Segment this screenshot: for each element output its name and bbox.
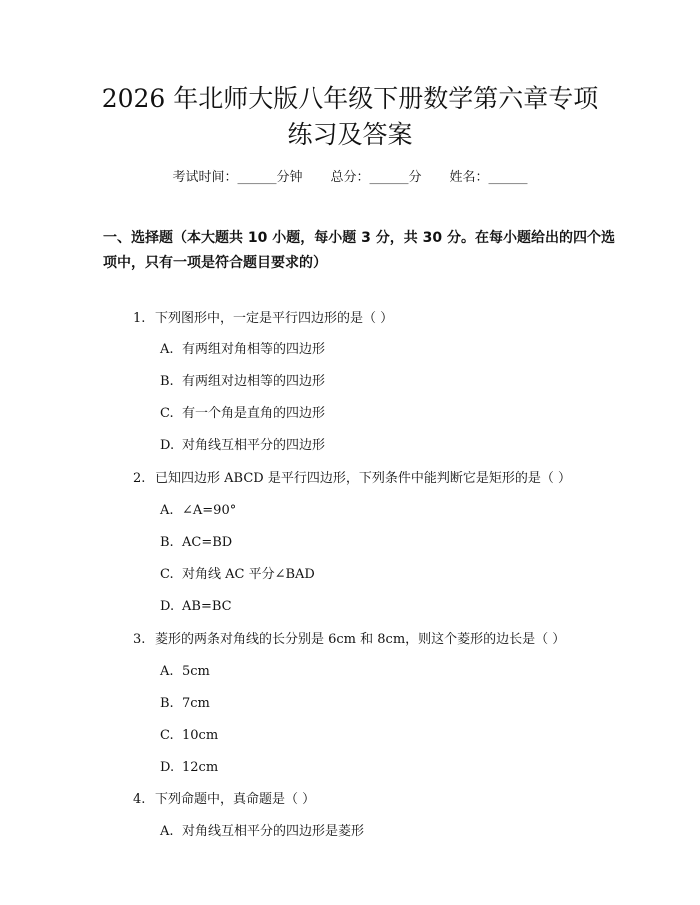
- question-number: 2.: [133, 471, 146, 486]
- question-2-option-c: [160, 565, 315, 585]
- option-key: C.: [160, 406, 174, 421]
- question-1-option-d: [160, 436, 325, 456]
- question-3-option-c: [160, 726, 218, 746]
- question-text: 已知四边形 ABCD 是平行四边形，下列条件中能判断它是矩形的是（ ）: [155, 471, 571, 486]
- option-text: 有两组对角相等的四边形: [182, 342, 326, 357]
- document-title-line1: 2026 年北师大版八年级下册数学第六章专项: [101, 84, 599, 113]
- option-key: D.: [160, 438, 175, 453]
- option-key: C.: [160, 567, 174, 582]
- option-key: C.: [160, 728, 174, 743]
- question-number: 3.: [133, 632, 146, 647]
- option-key: B.: [160, 535, 174, 550]
- option-key: A.: [160, 503, 174, 518]
- student-name-field: 姓名：______: [449, 170, 528, 185]
- option-key: B.: [160, 696, 174, 711]
- total-score-field: 总分：______分: [330, 170, 422, 185]
- option-text: 对角线互相平分的四边形是菱形: [182, 824, 365, 839]
- question-2-option-a: [160, 501, 236, 521]
- question-number: 4.: [133, 792, 146, 807]
- option-text: 有两组对边相等的四边形: [182, 374, 326, 389]
- option-key: D.: [160, 760, 175, 775]
- question-number: 1.: [133, 311, 146, 326]
- question-3-option-d: [160, 758, 218, 778]
- option-text: 5cm: [182, 664, 210, 679]
- question-1: [133, 309, 393, 329]
- option-text: 有一个角是直角的四边形: [182, 406, 326, 421]
- question-text: 下列图形中，一定是平行四边形的是（ ）: [155, 311, 394, 326]
- question-1-option-b: [160, 372, 325, 392]
- option-key: D.: [160, 599, 175, 614]
- section-heading-line1: 一、选择题（本大题共 10 小题，每小题 3 分，共 30 分。在每小题给出的四个选: [103, 230, 615, 246]
- document-title-line2: 练习及答案: [287, 120, 413, 149]
- option-text: AB=BC: [182, 599, 232, 614]
- option-text: 10cm: [182, 728, 219, 743]
- question-text: 下列命题中，真命题是（ ）: [155, 792, 316, 807]
- question-1-option-c: [160, 404, 325, 424]
- option-text: 12cm: [182, 760, 219, 775]
- question-3-option-a: [160, 662, 210, 682]
- option-key: B.: [160, 374, 174, 389]
- exam-time-field: 考试时间：______分钟: [172, 170, 303, 185]
- question-1-option-a: [160, 340, 325, 360]
- section-heading-line2: 项中，只有一项是符合题目要求的）: [103, 255, 327, 271]
- question-text: 菱形的两条对角线的长分别是 6cm 和 8cm，则这个菱形的边长是（ ）: [155, 632, 566, 647]
- option-text: ∠A=90°: [182, 503, 237, 518]
- option-text: AC=BD: [182, 535, 233, 550]
- option-text: 7cm: [182, 696, 210, 711]
- question-3-option-b: [160, 694, 210, 714]
- question-3: [133, 630, 565, 650]
- option-key: A.: [160, 664, 174, 679]
- option-text: 对角线 AC 平分∠BAD: [182, 567, 315, 582]
- option-key: A.: [160, 824, 174, 839]
- question-4: [133, 790, 315, 810]
- option-key: A.: [160, 342, 174, 357]
- exam-meta-row: [0, 168, 700, 188]
- question-2-option-b: [160, 533, 232, 553]
- option-text: 对角线互相平分的四边形: [182, 438, 326, 453]
- question-4-option-a: [160, 822, 364, 842]
- question-2: [133, 469, 571, 489]
- question-2-option-d: [160, 597, 232, 617]
